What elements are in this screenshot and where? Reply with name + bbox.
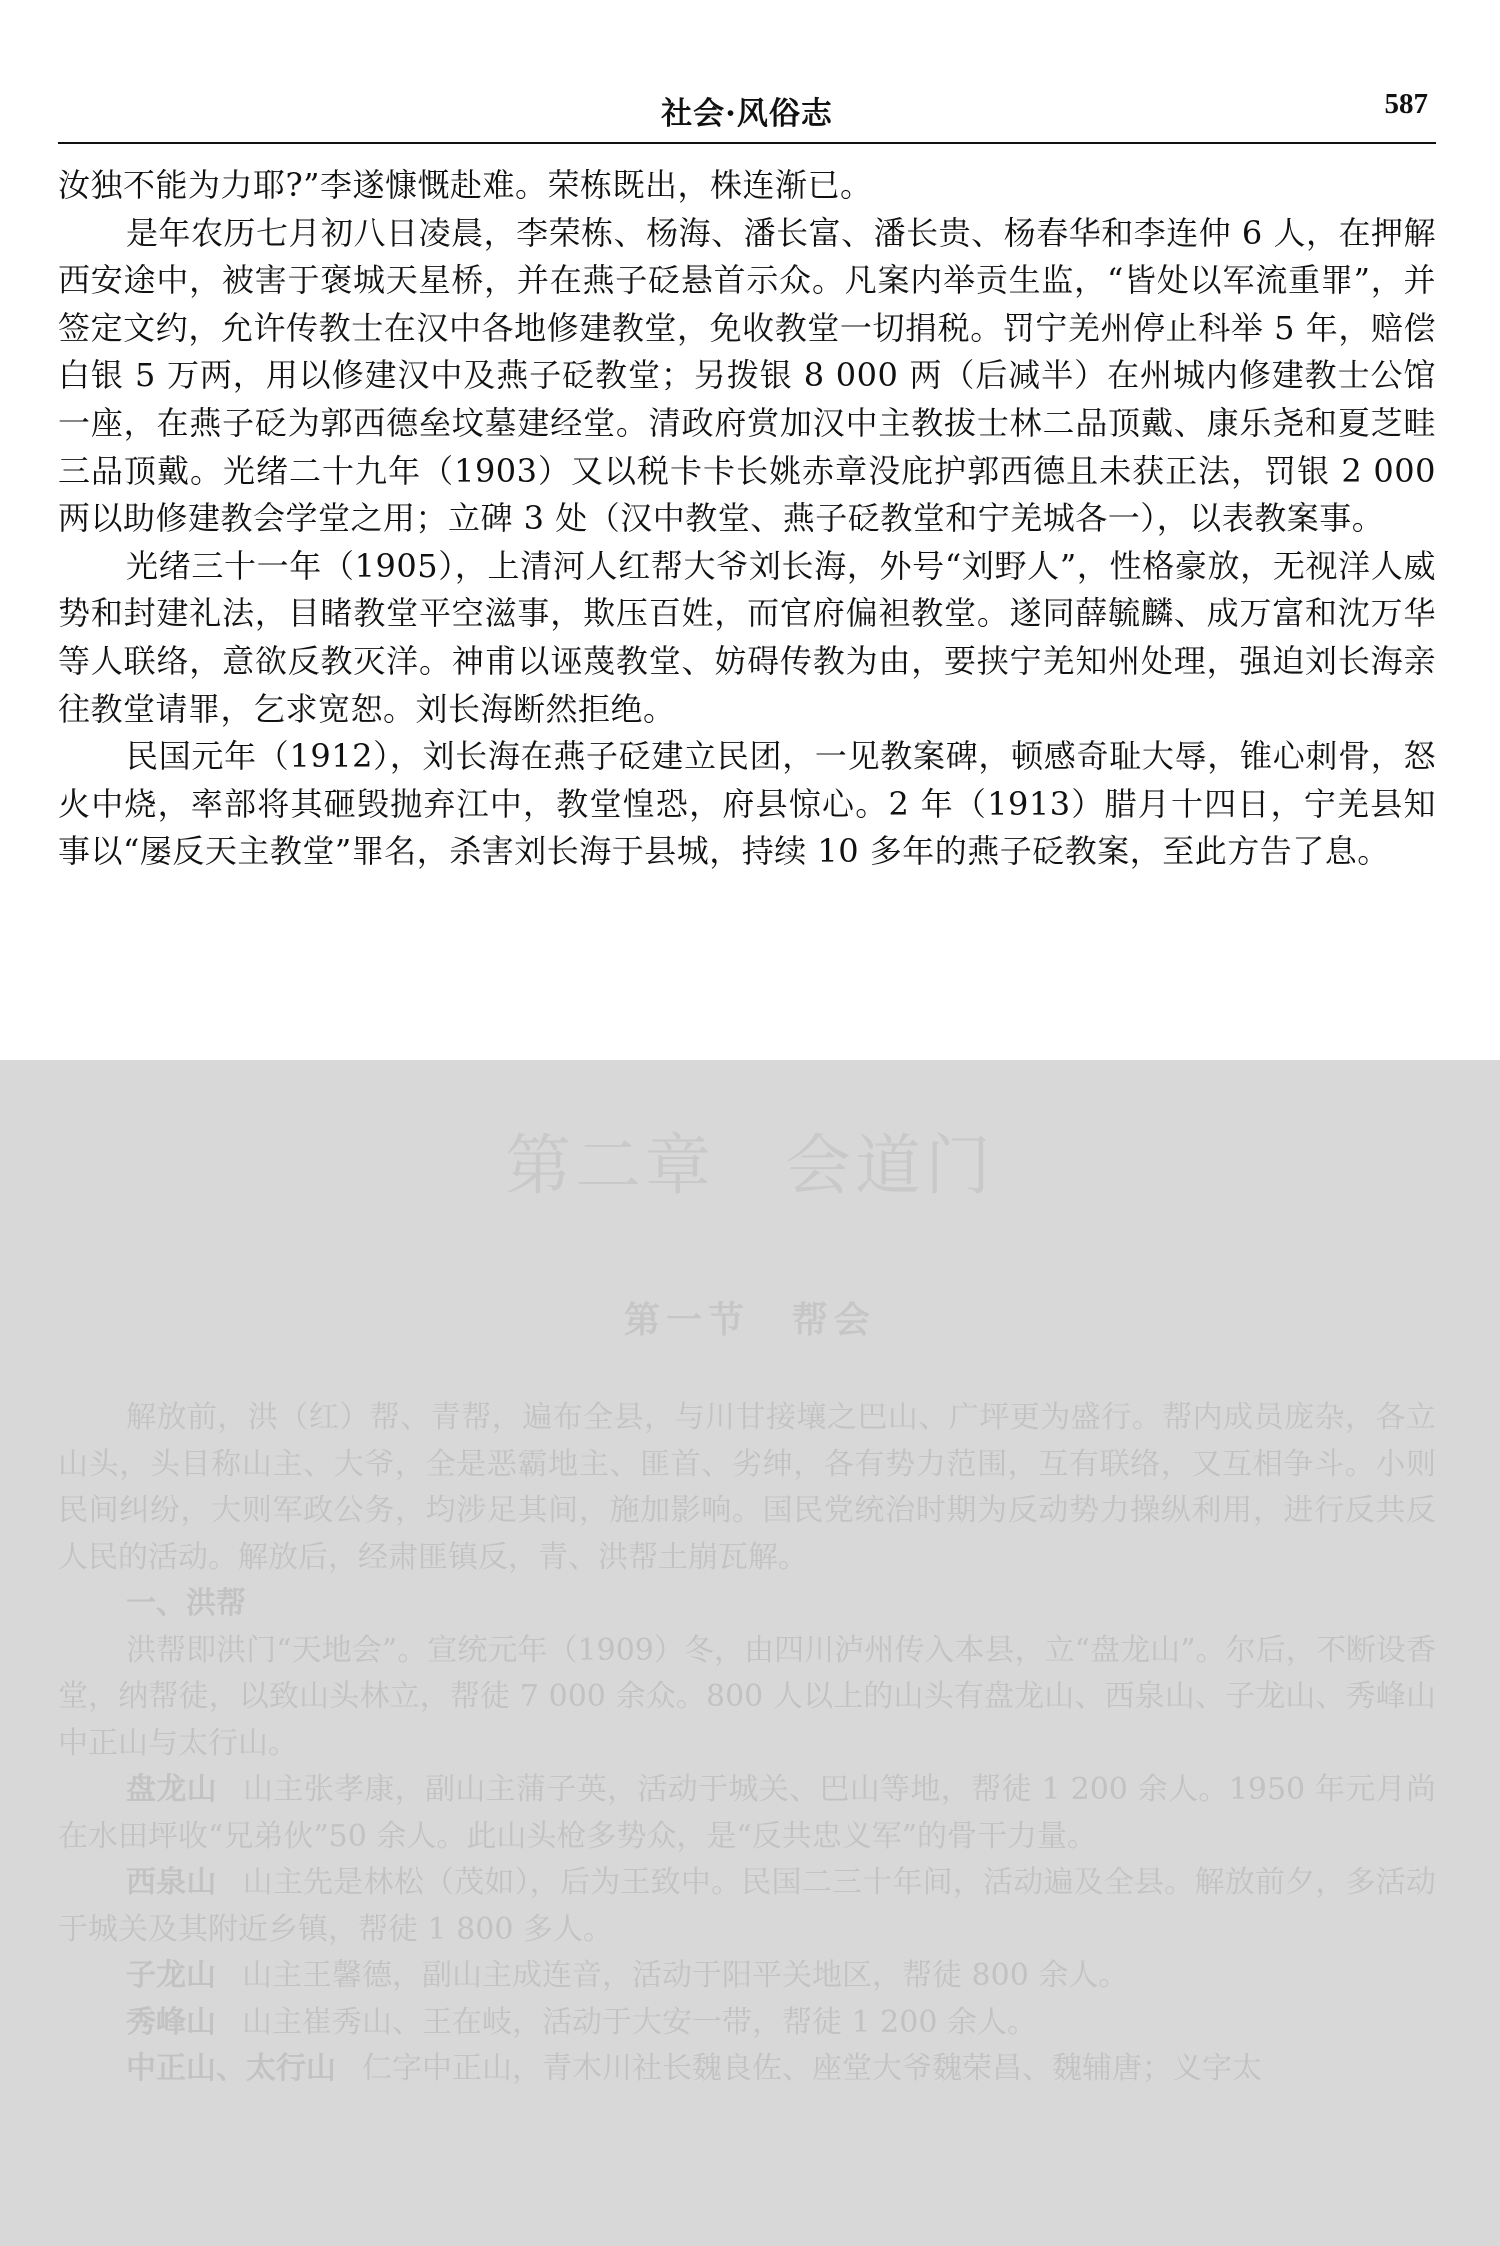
chapter-title: 第二章 会道门 [505,1127,995,1204]
subheading: 一、洪帮 [126,1586,246,1621]
body-text [58,162,1436,876]
entry-text: 山主先是林松（茂如），后为王致中。民国二三十年间，活动遍及全县。解放前夕，多活动于城关及其附近乡镇，帮徒 1 800 多人。 [58,1865,1437,1947]
entry-name: 秀峰山 [126,2004,216,2040]
entry-name: 子龙山 [126,1958,216,1993]
running-header [58,80,1436,144]
faded-body-text [58,1395,1436,2093]
entry-name: 中正山、太行山 [126,2051,336,2086]
section-title-header: 社会·风俗志 [661,96,833,132]
entry-text: 山主张孝康，副山主蒲子英，活动于城关、巴山等地，帮徒 1 200 余人。1950 年元月尚在水田坪收“兄弟伙”50 余人。此山头枪多势众，是“反共忠义军”的骨干力量。 [58,1772,1436,1854]
entry [58,2046,1436,2093]
entry [58,1767,1436,1860]
page-number: 587 [1384,88,1428,120]
entry [58,1860,1436,1953]
entry-text: 山主王馨德，副山主成连音，活动于阳平关地区，帮徒 800 余人。 [242,1958,1129,1993]
entry [58,1953,1436,2000]
current-page [0,0,1500,1060]
section-heading: 第一节 帮会 [623,1299,876,1341]
paragraph: 民国元年（1912），刘长海在燕子砭建立民团，一见教案碑，顿感奇耻大辱，锥心刺骨，怒火中烧，率部将其砸毁抛弃江中，教堂惶恐，府县惊心。2 年（1913）腊月十四日，宁羌县知事以“屡反天主教堂”罪名，杀害刘长海于县城，持续 10 多年的燕子砭教案，至此方告了息。 [58,737,1436,871]
entry-text: 仁字中正山，青木川社长魏良佐、座堂大爷魏荣昌、魏辅唐；义字太 [362,2051,1262,2086]
paragraph: 是年农历七月初八日凌晨，李荣栋、杨海、潘长富、潘长贵、杨春华和李连仲 6 人，在押解西安途中，被害于褒城天星桥，并在燕子砭悬首示众。凡案内举贡生监，“皆处以军流重罪”，并签定文约，允许传教士在汉中各地修建教堂，免收教堂一切捐税。罚宁羌州停止科举 5 年，赔偿白银 5 万两，用以修建汉中及燕子砭教堂；另拨银 8 000 两（后减半）在州城内修建教士公馆一座，在燕子砭为郭西德垒坟墓建经堂。清政府赏加汉中主教拔士林二品顶戴、康乐尧和夏芝畦三品顶戴。光绪二十九年（1903）又以税卡卡长姚赤章没庇护郭西德且未获正法，罚银 2 000 两以助修建教会学堂之用；立碑 3 处（汉中教堂、燕子砭教堂和宁羌城各一），以表教案事。 [58,213,1436,538]
entry-text: 山主崔秀山、王在岐，活动于大安一带，帮徒 1 200 余人。 [242,2004,1037,2040]
entry-name: 盘龙山 [126,1772,218,1807]
entry [58,2000,1436,2047]
paragraph: 汝独不能为力耶?”李遂慷慨赴难。荣栋既出，株连渐已。 [58,166,873,204]
entry-name: 西泉山 [126,1865,217,1900]
next-page-overlay [0,1060,1500,2246]
paragraph: 洪帮即洪门“天地会”。宣统元年（1909）冬，由四川泸州传入本县，立“盘龙山”。尔后，不断设香堂，纳帮徒，以致山头林立，帮徒 7 000 余众。800 人以上的山头有盘龙山、西泉山、子龙山、秀峰山中正山与太行山。 [58,1632,1436,1761]
paragraph: 解放前，洪（红）帮、青帮，遍布全县，与川甘接壤之巴山、广坪更为盛行。帮内成员庞杂，各立山头，头目称山主、大爷，全是恶霸地主、匪首、劣绅，各有势力范围，互有联络，又互相争斗。小则民间纠纷，大则军政公务，均涉足其间，施加影响。国民党统治时期为反动势力操纵利用，进行反共反人民的活动。解放后，经肃匪镇反，青、洪帮土崩瓦解。 [58,1400,1436,1575]
paragraph: 光绪三十一年（1905），上清河人红帮大爷刘长海，外号“刘野人”，性格豪放，无视洋人威势和封建礼法，目睹教堂平空滋事，欺压百姓，而官府偏袒教堂。遂同薛毓麟、成万富和沈万华等人联络，意欲反教灭洋。神甫以诬蔑教堂、妨碍传教为由，要挟宁羌知州处理，强迫刘长海亲往教堂请罪，乞求宽恕。刘长海断然拒绝。 [58,546,1436,728]
